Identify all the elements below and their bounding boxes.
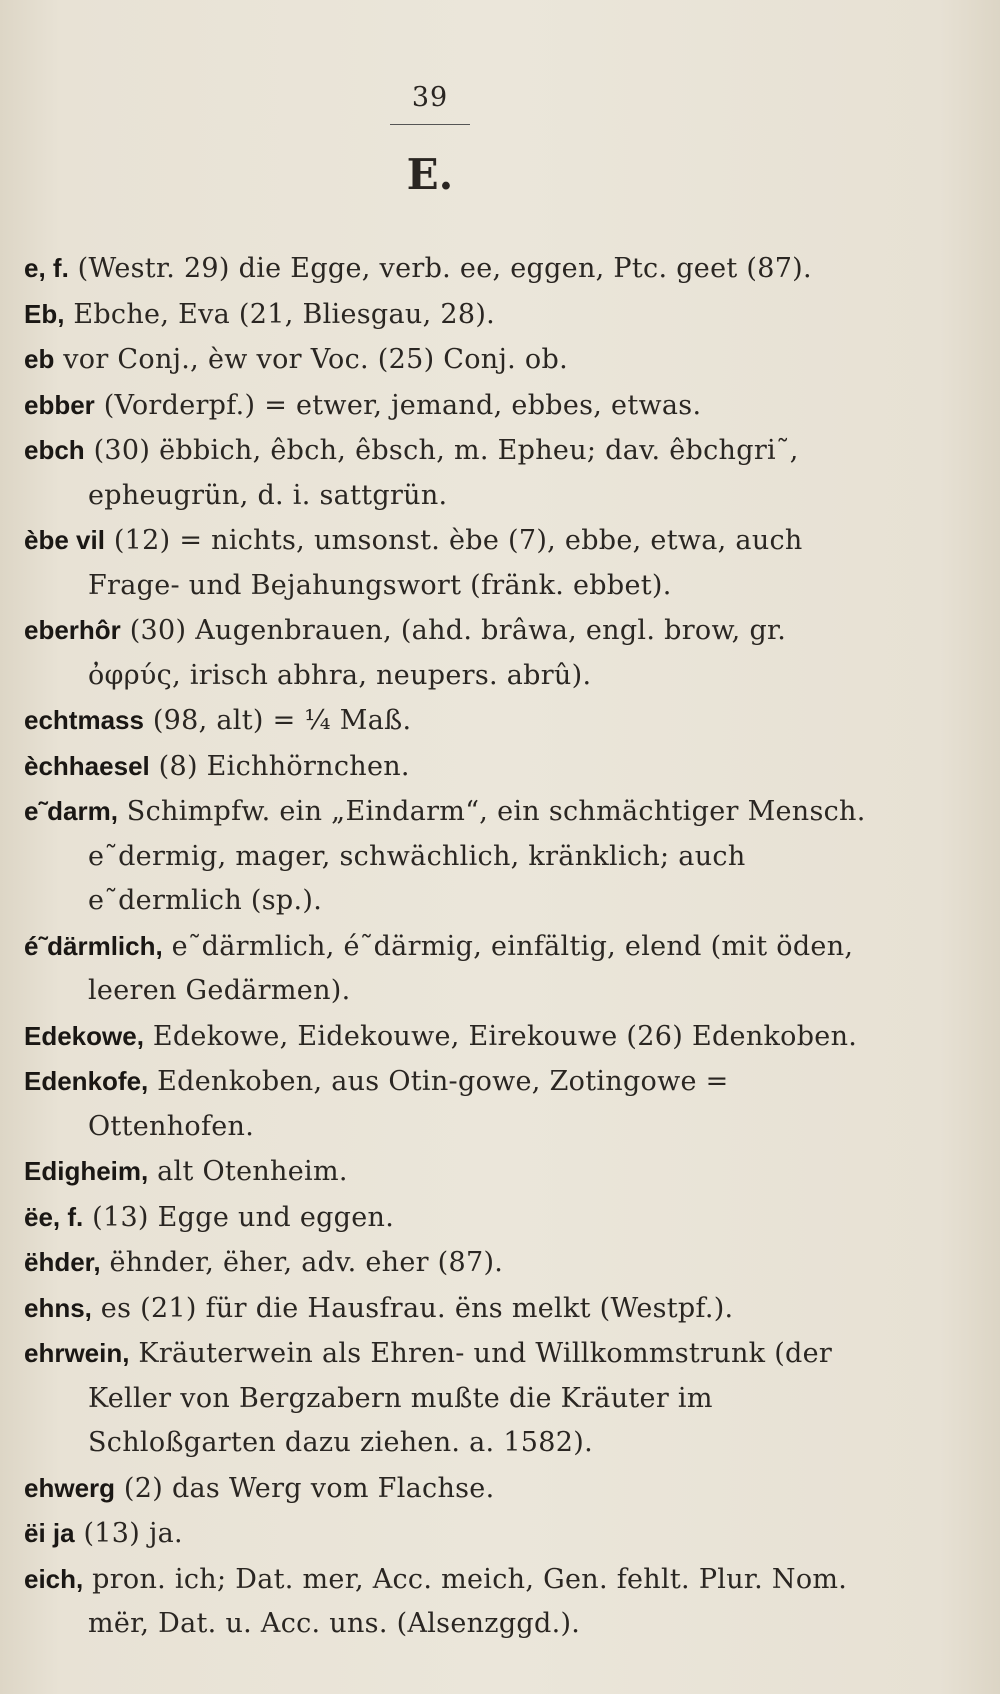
headword: ebch bbox=[24, 435, 85, 465]
entry bbox=[24, 1466, 874, 1512]
entry bbox=[24, 608, 874, 698]
definition: alt Otenheim. bbox=[148, 1156, 348, 1187]
headword: eberhôr bbox=[24, 615, 121, 645]
page-number: 39 bbox=[411, 82, 449, 113]
headword: ëe, f. bbox=[24, 1201, 84, 1232]
headword: Edenkofe, bbox=[24, 1066, 149, 1096]
header-rule bbox=[390, 124, 470, 125]
definition: (Vorderpf.) = etwer, jemand, ebbes, etwas. bbox=[94, 389, 702, 421]
headword: Edekowe, bbox=[24, 1020, 144, 1051]
entry bbox=[24, 1195, 874, 1241]
entry bbox=[24, 1240, 874, 1286]
definition: Edekowe, Eidekouwe, Eirekouwe (26) Edenkoben. bbox=[143, 1020, 858, 1052]
headword: èbe vil bbox=[24, 525, 105, 555]
definition: ëhnder, ëher, adv. eher (87). bbox=[100, 1247, 504, 1278]
definition: Edenkoben, aus Otin-gowe, Zotingowe = Ottenhofen. bbox=[88, 1066, 729, 1142]
definition: (12) = nichts, umsonst. èbe (7), ebbe, etwa, auch Frage- und Bejahungswort (fränk. ebbet). bbox=[88, 525, 803, 601]
dictionary-entries bbox=[24, 246, 874, 1647]
entry bbox=[24, 428, 874, 518]
headword: echtmass bbox=[24, 705, 144, 735]
definition: (2) das Werg vom Flachse. bbox=[115, 1472, 495, 1504]
headword: ëi ja bbox=[24, 1518, 75, 1548]
definition: Schimpfw. ein „Eindarm“, ein schmächtiger Mensch. e˜dermig, mager, schwächlich, kränklich; auch e˜dermlich (sp.). bbox=[88, 796, 866, 916]
entry bbox=[24, 1557, 874, 1647]
headword: e, f. bbox=[24, 253, 69, 283]
definition: vor Conj., èw vor Voc. (25) Conj. ob. bbox=[54, 344, 568, 375]
headword: ehrwein, bbox=[24, 1338, 130, 1368]
definition: (13) ja. bbox=[74, 1518, 183, 1549]
headword: e˜darm, bbox=[24, 796, 118, 826]
definition: (Westr. 29) die Egge, verb. ee, eggen, Ptc. geet (87). bbox=[68, 253, 812, 284]
entry bbox=[24, 789, 874, 924]
entry bbox=[24, 337, 874, 383]
entry bbox=[24, 698, 874, 744]
entry bbox=[24, 518, 874, 608]
entry bbox=[24, 246, 874, 292]
definition: e˜därmlich, é˜därmig, einfältig, elend (mit öden, leeren Gedärmen). bbox=[88, 930, 854, 1006]
entry bbox=[24, 383, 874, 429]
headword: ehwerg bbox=[24, 1472, 116, 1503]
headword: eich, bbox=[24, 1563, 84, 1594]
definition: (30) Augenbrauen, (ahd. brâwa, engl. brow, gr. ὀφρύς, irisch abhra, neupers. abrû). bbox=[88, 615, 787, 691]
entry bbox=[24, 744, 874, 790]
definition: (98, alt) = ¼ Maß. bbox=[143, 705, 412, 736]
headword: ehns, bbox=[24, 1292, 92, 1323]
entry bbox=[24, 1511, 874, 1557]
entry bbox=[24, 1014, 874, 1060]
headword: Edigheim, bbox=[24, 1156, 149, 1186]
entry bbox=[24, 924, 874, 1014]
definition: Kräuterwein als Ehren- und Willkommstrunk (der Keller von Bergzabern mußte die Kräuter im Schloßgarten dazu ziehen. a. 1582). bbox=[88, 1338, 833, 1458]
headword: eb bbox=[24, 344, 55, 374]
headword: èchhaesel bbox=[24, 750, 150, 781]
entry bbox=[24, 1331, 874, 1466]
headword: ebber bbox=[24, 389, 95, 420]
definition: (30) ëbbich, êbch, êbsch, m. Epheu; dav. êbchgri˜, epheugrün, d. i. sattgrün. bbox=[84, 435, 799, 511]
definition: (8) Eichhörnchen. bbox=[149, 750, 410, 782]
definition: pron. ich; Dat. mer, Acc. meich, Gen. fehlt. Plur. Nom. mër, Dat. u. Acc. uns. (Alsenzggd.). bbox=[83, 1563, 848, 1639]
entry bbox=[24, 1286, 874, 1332]
entry bbox=[24, 1059, 874, 1149]
headword: Eb, bbox=[24, 298, 65, 329]
entry bbox=[24, 292, 874, 338]
headword: é˜därmlich, bbox=[24, 930, 163, 961]
definition: es (21) für die Hausfrau. ëns melkt (Westpf.). bbox=[91, 1292, 734, 1324]
section-letter: E. bbox=[406, 150, 454, 199]
headword: ëhder, bbox=[24, 1247, 101, 1277]
definition: Ebche, Eva (21, Bliesgau, 28). bbox=[64, 298, 496, 330]
entry bbox=[24, 1149, 874, 1195]
definition: (13) Egge und eggen. bbox=[83, 1201, 395, 1233]
